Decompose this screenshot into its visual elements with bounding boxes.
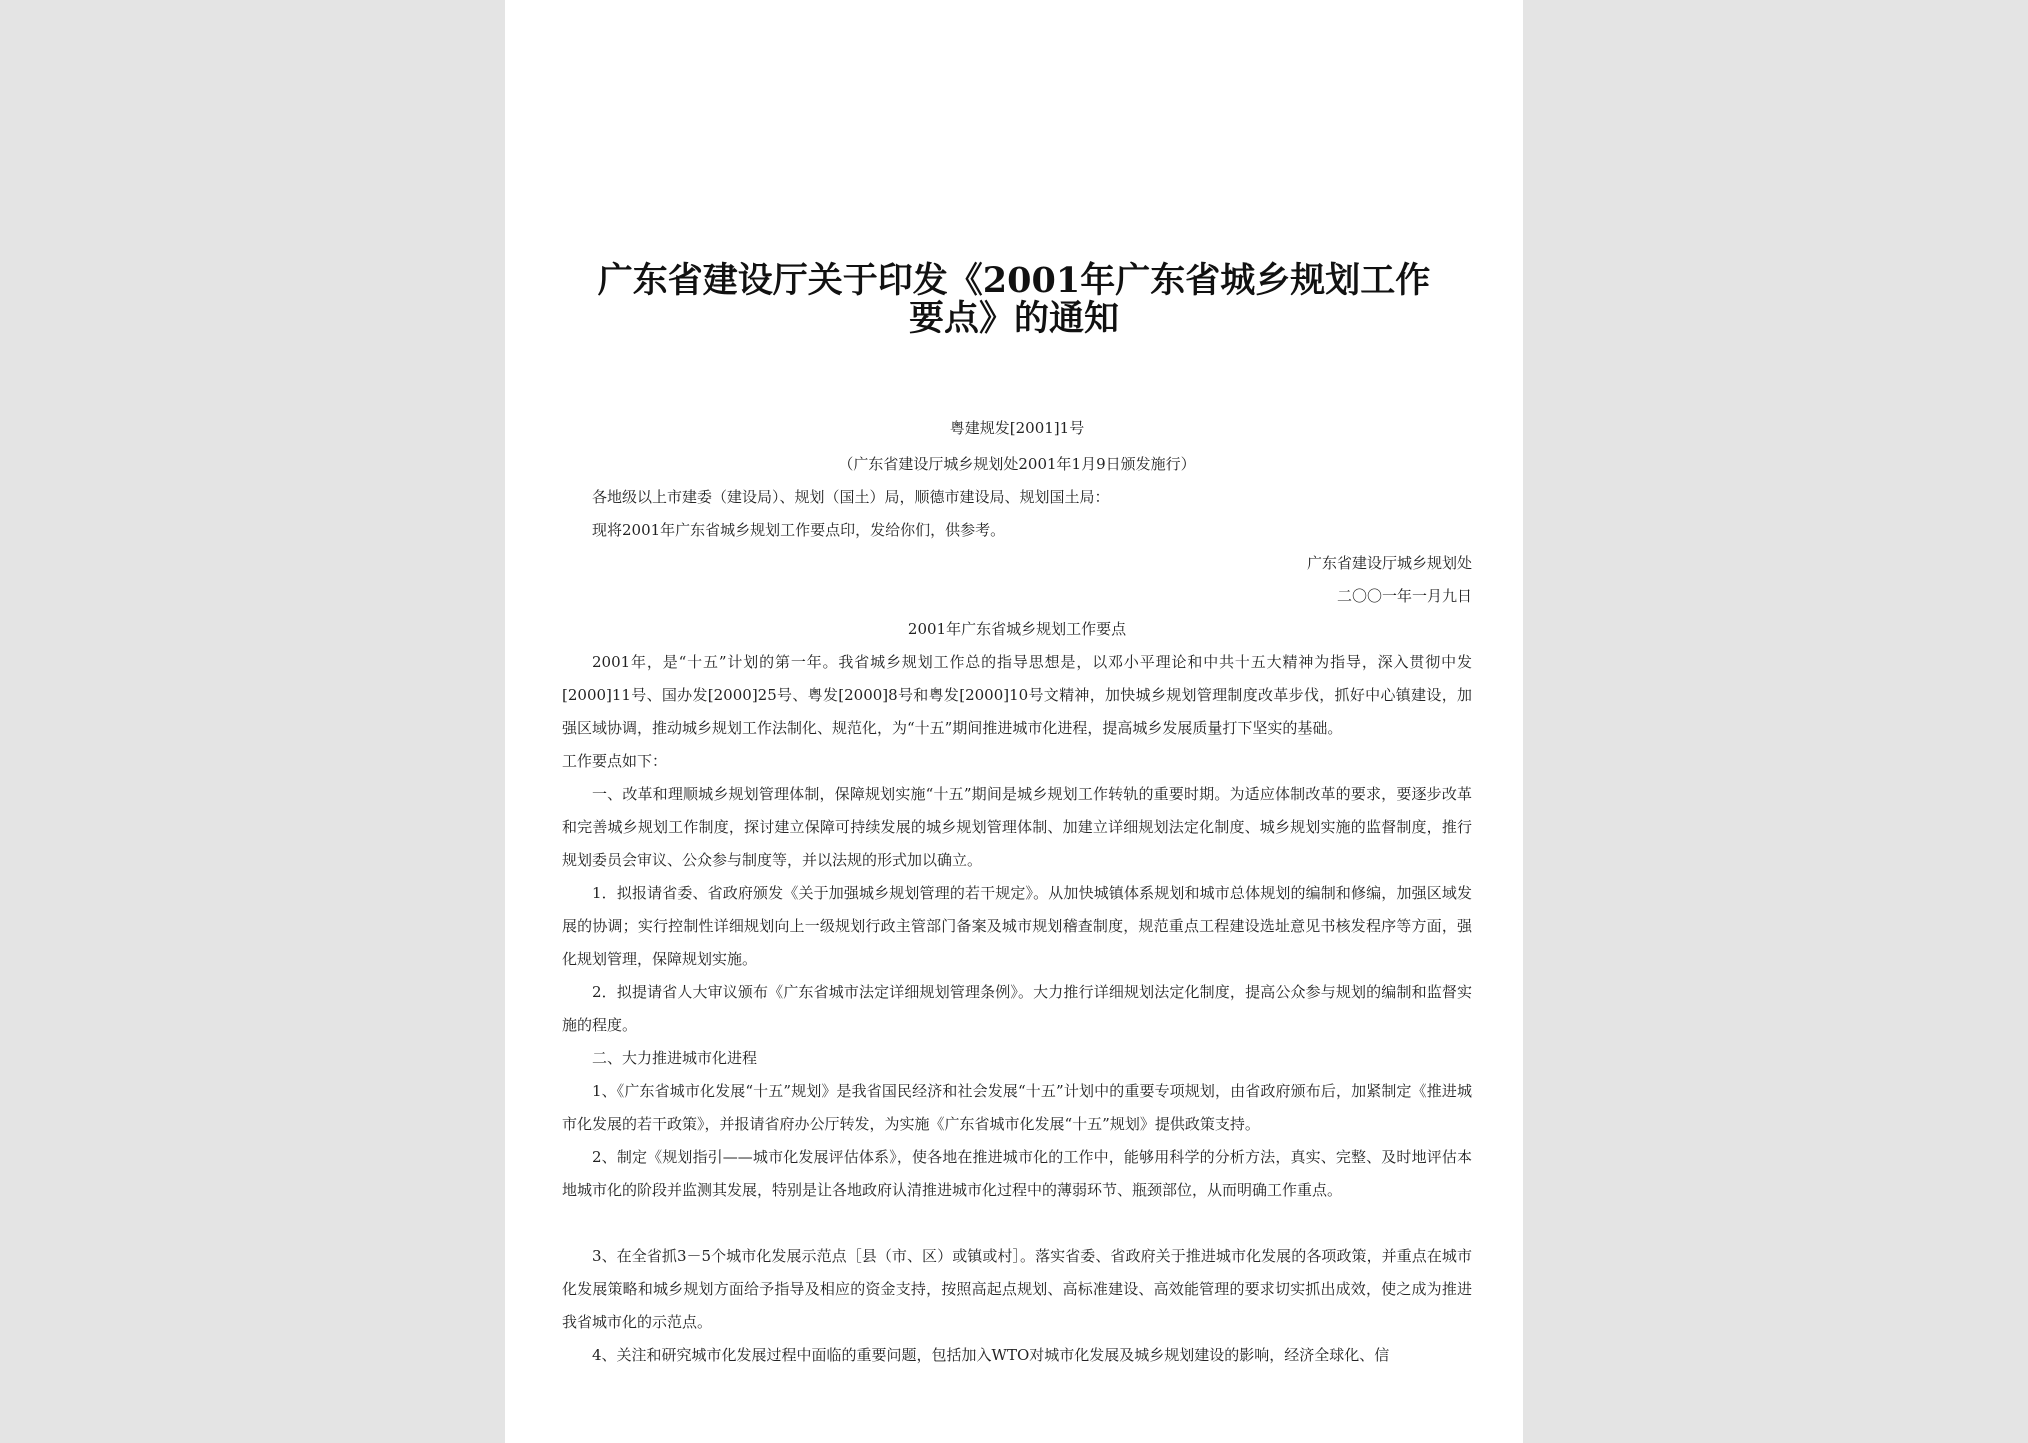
title-line-1: 广东省建设厅关于印发《2001年广东省城乡规划工作	[597, 260, 1431, 301]
title-line-2: 要点》的通知	[908, 298, 1119, 339]
issue-note: （广东省建设厅城乡规划处2001年1月9日颁发施行）	[838, 455, 1196, 473]
document-page	[505, 0, 1523, 1443]
addressee: 各地级以上市建委（建设局）、规划（国土）局，顺德市建设局、规划国土局：	[592, 488, 1110, 506]
document-title	[505, 262, 1523, 338]
paragraph-8: 3、在全省抓3－5个城市化发展示范点［县（市、区）或镇或村］。落实省委、省政府关于推进城市化发展的各项政策，并重点在城市化发展策略和城乡规划方面给予指导及相应的资金支持，按照高起点规划、高标准建设、高效能管理的要求切实抓出成效，使之成为推进我省城市化的示范点。	[562, 1247, 1472, 1331]
paragraph-9: 4、关注和研究城市化发展过程中面临的重要问题，包括加入WTO对城市化发展及城乡规划建设的影响，经济全球化、信	[592, 1346, 1390, 1364]
paragraph-5: 二、大力推进城市化进程	[592, 1049, 758, 1067]
paragraph-4: 2．拟提请省人大审议颁布《广东省城市法定详细规划管理条例》。大力推行详细规划法定化制度，提高公众参与规划的编制和监督实施的程度。	[562, 983, 1472, 1034]
paragraph-2: 一、改革和理顺城乡规划管理体制，保障规划实施“十五”期间是城乡规划工作转轨的重要时期。为适应体制改革的要求，要逐步改革和完善城乡规划工作制度，探讨建立保障可持续发展的城乡规划管理体制、加建立详细规划法定化制度、城乡规划实施的监督制度，推行规划委员会审议、公众参与制度等，并以法规的形式加以确立。	[562, 785, 1472, 869]
intro-text: 现将2001年广东省城乡规划工作要点印，发给你们，供参考。	[592, 521, 1006, 539]
paragraph-1b: 工作要点如下：	[562, 752, 668, 770]
paragraph-1: 2001年，是“十五”计划的第一年。我省城乡规划工作总的指导思想是，以邓小平理论和中共十五大精神为指导，深入贯彻中发[2000]11号、国办发[2000]25号、粤发[2000]8号和粤发[2000]10号文精神，加快城乡规划管理制度改革步伐，抓好中心镇建设，加强区域协调，推动城乡规划工作法制化、规范化，为“十五”期间推进城市化进程，提高城乡发展质量打下坚实的基础。	[562, 653, 1472, 737]
date: 二〇〇一年一月九日	[1336, 587, 1472, 605]
document-number: 粤建规发[2001]1号	[949, 419, 1085, 437]
paragraph-7: 2、制定《规划指引——城市化发展评估体系》，使各地在推进城市化的工作中，能够用科学的分析方法，真实、完整、及时地评估本地城市化的阶段并监测其发展，特别是让各地政府认清推进城市化过程中的薄弱环节、瓶颈部位，从而明确工作重点。	[562, 1148, 1472, 1199]
paragraph-3: 1．拟报请省委、省政府颁发《关于加强城乡规划管理的若干规定》。从加快城镇体系规划和城市总体规划的编制和修编，加强区域发展的协调；实行控制性详细规划向上一级规划行政主管部门备案及城市规划稽查制度，规范重点工程建设选址意见书核发程序等方面，强化规划管理，保障规划实施。	[562, 884, 1472, 968]
paragraph-6: 1、《广东省城市化发展“十五”规划》是我省国民经济和社会发展“十五”计划中的重要专项规划，由省政府颁布后，加紧制定《推进城市化发展的若干政策》，并报请省府办公厅转发，为实施《广东省城市化发展“十五”规划》提供政策支持。	[562, 1082, 1472, 1133]
subtitle: 2001年广东省城乡规划工作要点	[907, 620, 1127, 638]
signer: 广东省建设厅城乡规划处	[1306, 554, 1472, 572]
